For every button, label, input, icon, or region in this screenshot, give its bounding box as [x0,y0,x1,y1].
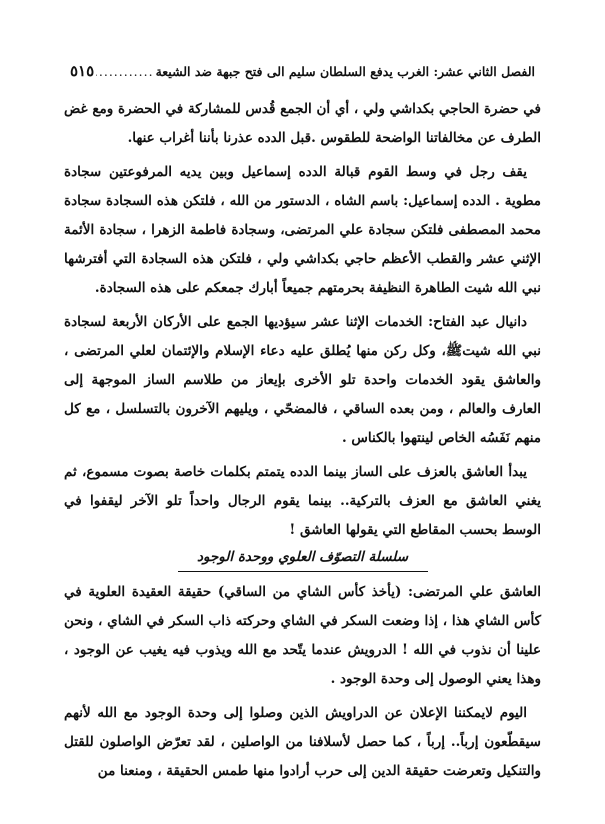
paragraph: يبدأ العاشق بالعزف على الساز بينما الدده يتمتم بكلمات خاصة بصوت مسموع، ثم يغني العاشق مع العزف بالتركية.. بينما يقوم الرجال واحداً تلو الآخر ليقفوا في الوسط بحسب المقاطع التي يقولها العاشق ! [64,464,541,538]
paragraph: دانيال عبد الفتاح: الخدمات الإثنا عشر سيؤديها الجمع على الأركان الأربعة لسجادة نبي الله شيتﷺ، وكل ركن منها يُطلق عليه دعاء الإسلام والإئتمان لعلي المرتضى ، والعاشق يقود الخدمات واحدة تلو الأخرى بإيعاز من طلاسم الساز الموجهة إلى العارف والعالم ، ومن بعده الساقي ، فالمضحّي ، ويليهم الآخرون بالتسلسل ، مع كل منهم نَفَسُه الخاص لينتهوا بالكناس . [64,314,541,446]
chapter-title: الفصل الثاني عشر: الغرب يدفع السلطان سليم الى فتح جبهة ضد الشيعة [155,64,535,79]
section-heading: سلسلة التصوّف العلوي ووحدة الوجود [178,545,428,572]
paragraph: العاشق علي المرتضى: (يأخذ كأس الشاي من الساقي) حقيقة العقيدة العلوية في كأس الشاي هذا ، إذا وضعت السكر في الشاي وحركته ذاب السكر في الشاي ، ونحن علينا أن نذوب في الله ! الدرويش عندما يتّحد مع الله ويذوب فيه يغيب عن الوجود ، وهذا يعني الوصول إلى وحدة الوجود . [64,584,541,687]
running-header [70,62,535,84]
paragraph: اليوم لايمكننا الإعلان عن الدراويش الذين وصلوا إلى وحدة الوجود مع الله لأنهم سيقطّعون إرباً.. إرباً ، كما حصل لأسلافنا من الواصلين ، لقد تعرّض الواصلون للقتل والتنكيل وتعرضت حقيقة الدين إلى حرب أرادوا منها طمس الحقيقة ، ومنعنا من [64,705,541,779]
dotted-leader [96,64,153,79]
paragraph: في حضرة الحاجي بكداشي ولي ، أي أن الجمع قُدس للمشاركة في الحضرة ومع غض الطرف عن مخالفاتنا الواضحة للطقوس .قبل الدده عذرنا بأننا أغراب عنها. [64,101,541,146]
paragraph: يقف رجل في وسط القوم قبالة الدده إسماعيل وبين يديه المرفوعتين سجادة مطوية . الدده إسماعيل: باسم الشاه ، الدستور من الله ، فلتكن هذه السجادة سجادة محمد المصطفى فلتكن سجادة علي المرتضى، وسجادة فاطمة الزهرا ، سجادة الأئمة الإثني عشر والقطب الأعظم حاجي بكداشي ولي ، فلتكن هذه السجادة التي أفترشها نبي الله شيت الطاهرة النظيفة بحرمتهم جميعاً أبارك جمعكم على هذه السجادة. [64,164,541,296]
page-body [64,95,541,824]
page-number: ٥١٥ [70,62,95,80]
